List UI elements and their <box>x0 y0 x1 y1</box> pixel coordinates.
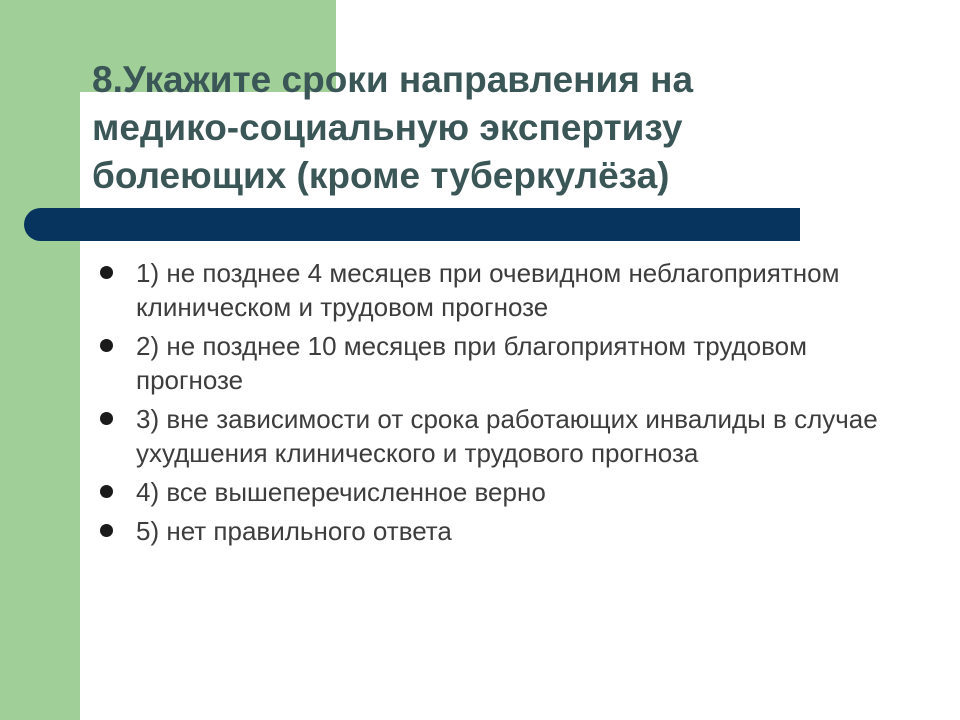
answer-option-text: 3) вне зависимости от срока работающих инвалиды в случае ухудшения клинического и трудового прогноза <box>136 404 878 468</box>
left-accent-bar <box>0 0 80 720</box>
bullet-dot-icon <box>100 266 113 279</box>
answer-option-2 <box>96 329 896 397</box>
answer-option-4 <box>96 475 896 509</box>
answer-options-list <box>96 256 896 553</box>
title-line-1: 8.Укажите сроки направления на <box>92 59 694 100</box>
answer-option-text: 1) не позднее 4 месяцев при очевидном неблагоприятном клиническом и трудовом прогнозе <box>136 258 840 322</box>
slide-title <box>92 56 852 200</box>
bullet-dot-icon <box>100 339 113 352</box>
title-divider-bar <box>24 208 800 241</box>
bullet-dot-icon <box>100 485 113 498</box>
bullet-dot-icon <box>100 412 113 425</box>
answer-option-text: 2) не позднее 10 месяцев при благоприятном трудовом прогнозе <box>136 331 807 395</box>
bullet-dot-icon <box>100 524 113 537</box>
answer-option-3 <box>96 402 896 470</box>
answer-option-text: 5) нет правильного ответа <box>136 516 452 546</box>
answer-option-5 <box>96 514 896 548</box>
answer-option-1 <box>96 256 896 324</box>
title-line-2: медико-социальную экспертизу <box>92 107 683 148</box>
answer-option-text: 4) все вышеперечисленное верно <box>136 477 546 507</box>
title-line-3: болеющих (кроме туберкулёза) <box>92 155 670 196</box>
